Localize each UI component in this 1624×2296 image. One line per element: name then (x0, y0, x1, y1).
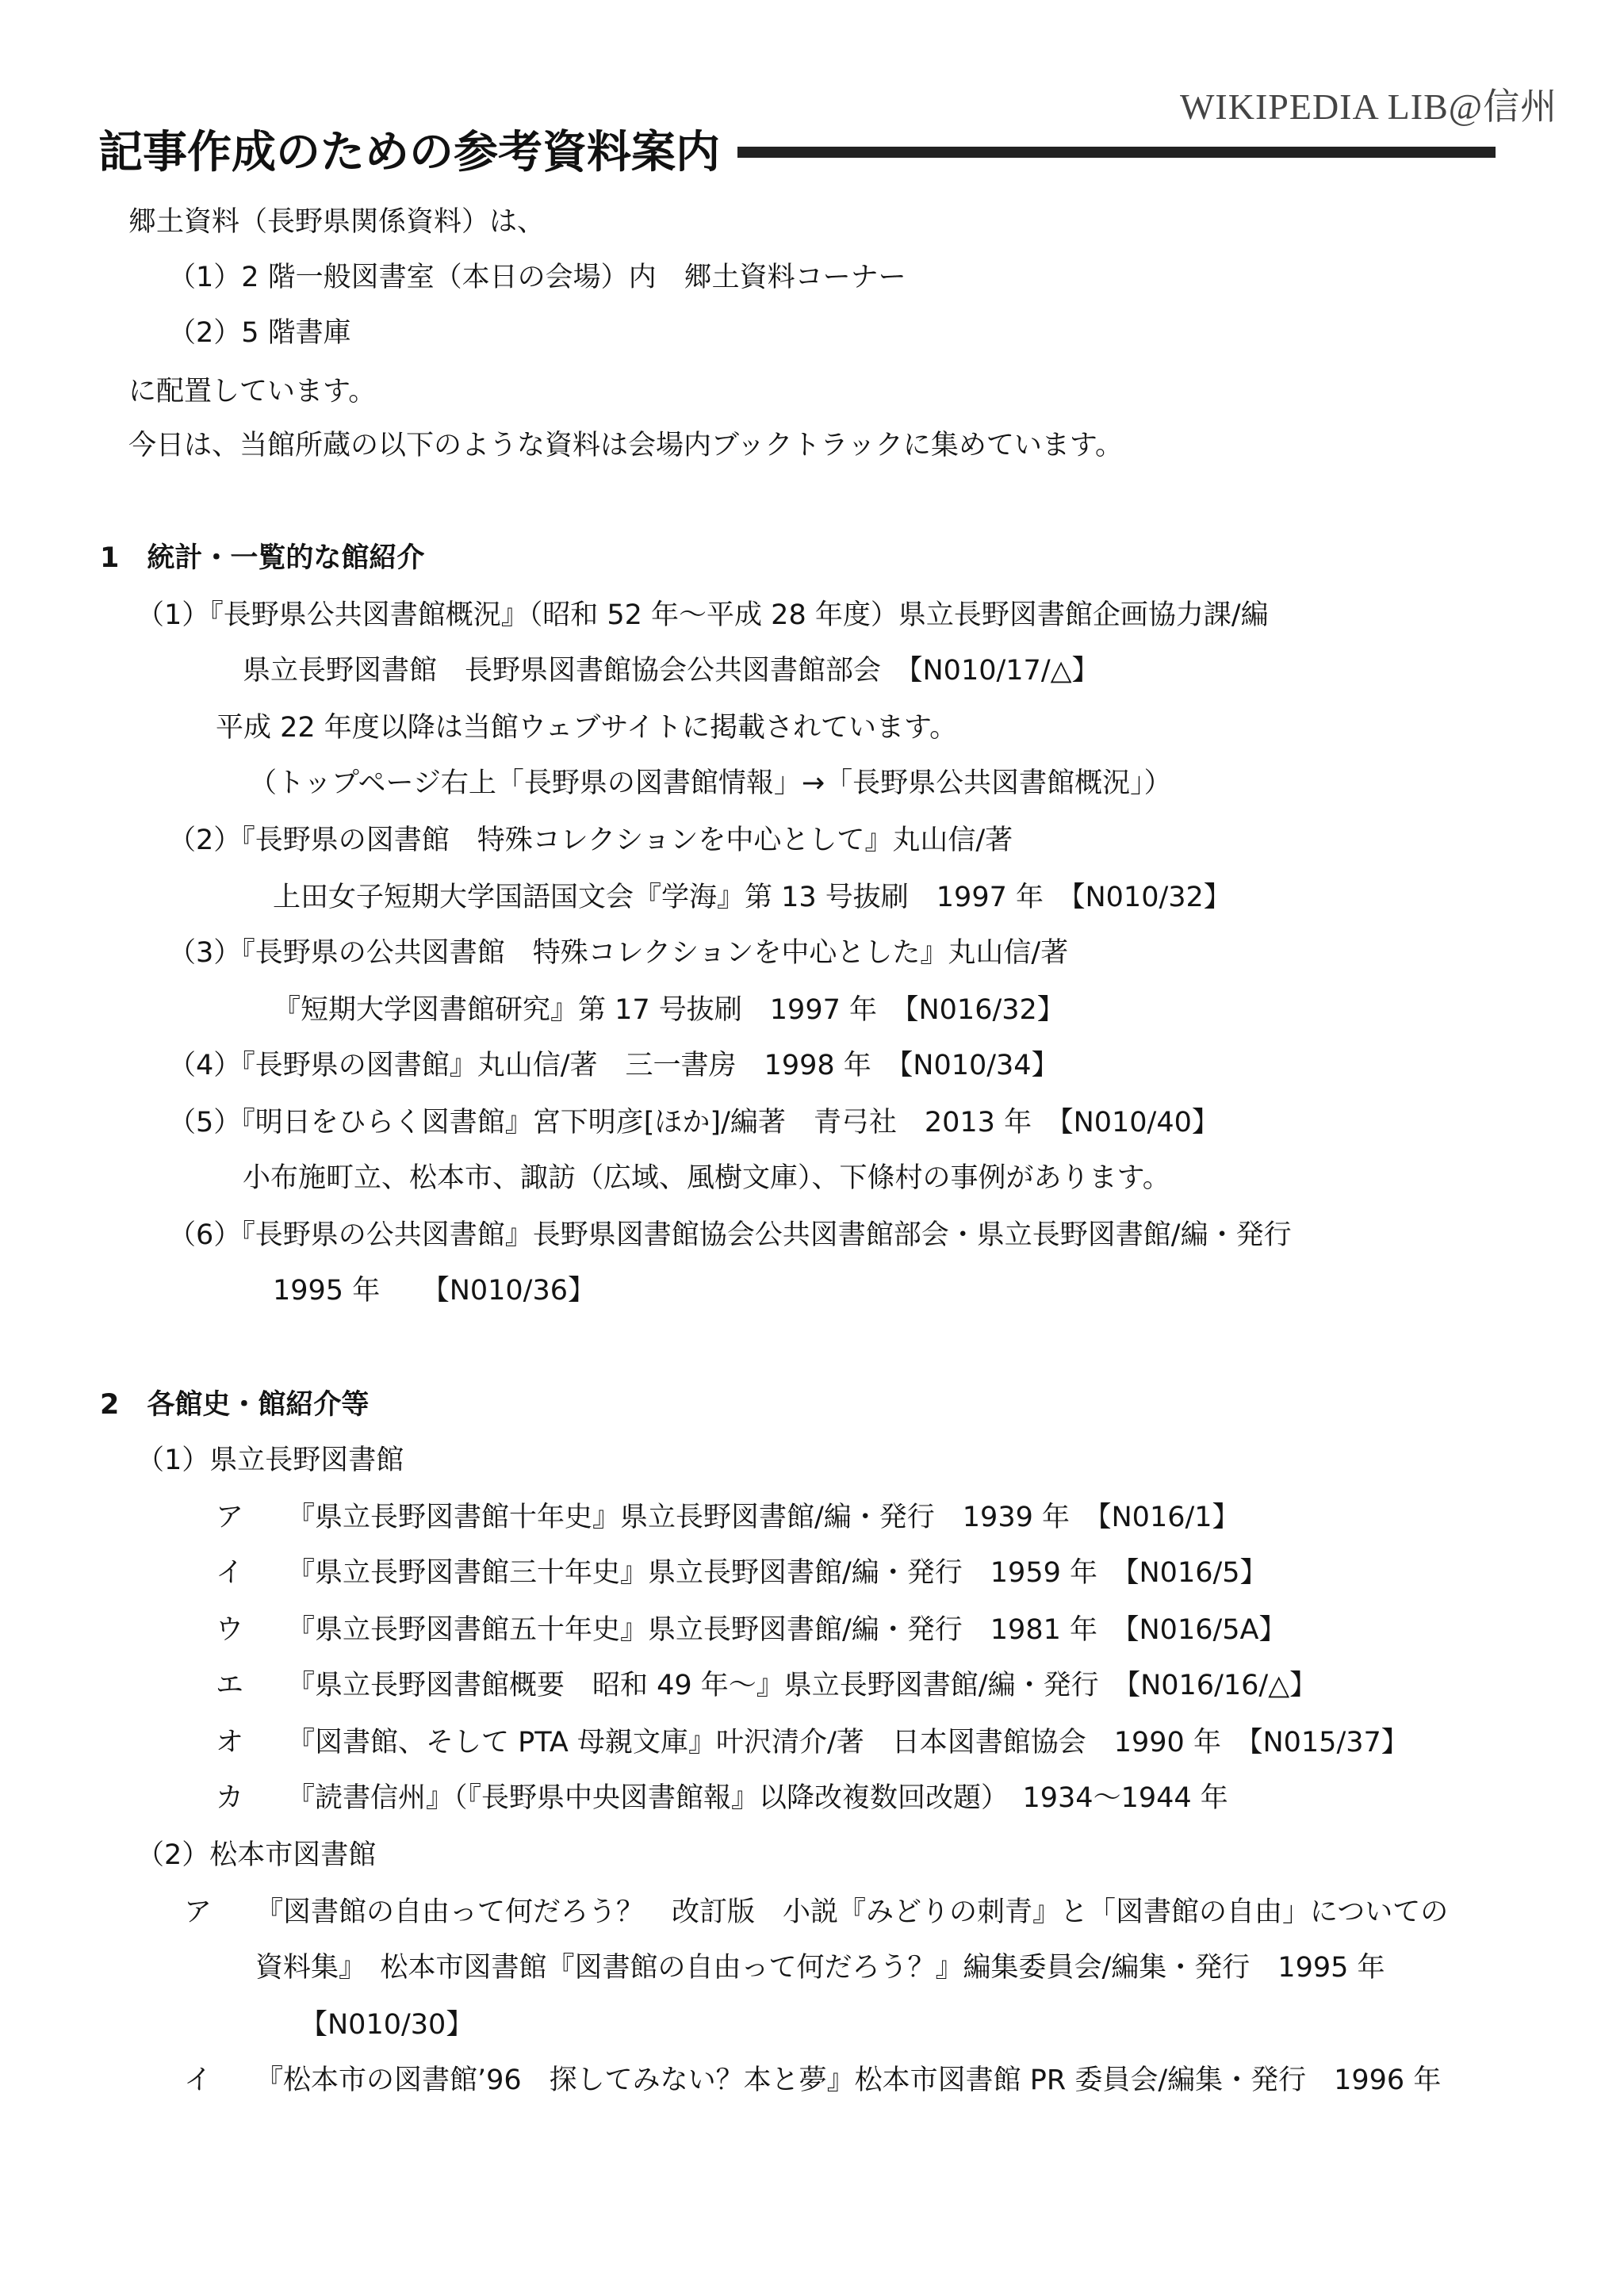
item-text: 『県立長野図書館十年史』県立長野図書館/編・発行 1939 年 【N016/1】 (287, 1502, 1240, 1533)
intro-note: 今日は、当館所蔵の以下のような資料は会場内ブックトラックに集めています。 (128, 430, 1124, 461)
title-row (98, 117, 1496, 181)
list-item (216, 1667, 1317, 1705)
intro-lead: 郷土資料（長野県関係資料）は、 (128, 206, 546, 238)
list-item (216, 1554, 1268, 1592)
item-marker: ア (216, 1502, 244, 1533)
item-text: 『松本市の図書館’96 探してみない？本と夢』松本市図書館 PR 委員会/編集・発行 1996 年 (255, 2064, 1442, 2096)
brand-logo: WIKIPEDIA LIB@信州 (1180, 86, 1558, 127)
item-text: 『図書館、そして PTA 母親文庫』叶沢清介/著 日本図書館協会 1990 年 【N015/37】 (287, 1727, 1409, 1758)
section-1-line: 『短期大学図書館研究』第 17 号抜刷 1997 年 【N016/32】 (273, 994, 1065, 1026)
item-text: 『読書信州』（『長野県中央図書館報』以降改複数回改題） 1934～1944 年 (287, 1782, 1228, 1814)
intro-location-2: （2）5 階書庫 (168, 317, 351, 349)
section-1-line: （1）『長野県公共図書館概況』（昭和 52 年～平成 28 年度）県立長野図書館企画協力課/編 (136, 599, 1269, 631)
section-1-line: 上田女子短期大学国語国文会『学海』第 13 号抜刷 1997 年 【N010/32】 (273, 882, 1231, 913)
section-1-line: 平成 22 年度以降は当館ウェブサイトに掲載されています。 (216, 712, 958, 744)
list-item-continuation (255, 1949, 1385, 1987)
item-marker: ア (184, 1896, 213, 1928)
item-marker: オ (216, 1727, 244, 1758)
item-marker: エ (216, 1670, 244, 1701)
section-1-line: 県立長野図書館 長野県図書館協会公共図書館部会 【N010/17/△】 (243, 655, 1100, 687)
section-1-line: （6）『長野県の公共図書館』長野県図書館協会公共図書館部会・県立長野図書館/編・発行 (168, 1219, 1292, 1251)
item-text: 『図書館の自由って何だろう？ 改訂版 小説『みどりの刺青』と「図書館の自由」についての (255, 1896, 1449, 1928)
item-marker: ウ (216, 1614, 244, 1646)
list-item (216, 1611, 1286, 1649)
section-2-sub-2: （2）松本市図書館 (136, 1839, 377, 1871)
intro-location-1: （1）2 階一般図書室（本日の会場）内 郷土資料コーナー (168, 262, 906, 293)
section-1-line: 1995 年 【N010/36】 (273, 1275, 596, 1307)
item-text: 『県立長野図書館概要 昭和 49 年～』県立長野図書館/編・発行 【N016/16/△】 (287, 1670, 1318, 1701)
item-marker: カ (216, 1782, 244, 1814)
section-1-line: （3）『長野県の公共図書館 特殊コレクションを中心とした』丸山信/著 (168, 937, 1069, 969)
item-text: 『県立長野図書館三十年史』県立長野図書館/編・発行 1959 年 【N016/5】 (287, 1557, 1268, 1589)
section-1-heading: 1 統計・一覧的な館紹介 (100, 542, 425, 574)
intro-tail: に配置しています。 (128, 376, 377, 408)
list-item (184, 2061, 1441, 2099)
page-title: 記事作成のための参考資料案内 (98, 127, 720, 178)
item-marker: イ (184, 2064, 213, 2096)
section-2-heading: 2 各館史・館紹介等 (100, 1389, 370, 1421)
list-item (216, 1779, 1228, 1817)
item-marker: イ (216, 1557, 244, 1589)
section-2-sub-1: （1）県立長野図書館 (136, 1445, 404, 1476)
list-item (184, 1893, 1448, 1931)
section-1-line: （トップページ右上「長野県の図書館情報」→「長野県公共図書館概況」） (249, 767, 1172, 799)
section-1-line: （5）『明日をひらく図書館』宮下明彦[ほか]/編著 青弓社 2013 年 【N010/40】 (168, 1107, 1220, 1138)
section-1-line: （4）『長野県の図書館』丸山信/著 三一書房 1998 年 【N010/34】 (168, 1050, 1059, 1081)
list-item (216, 1498, 1240, 1536)
item-text: 【N010/30】 (300, 2009, 474, 2041)
list-item-continuation (300, 2006, 473, 2044)
list-item (216, 1724, 1409, 1762)
item-text: 資料集』 松本市図書館『図書館の自由って何だろう？』編集委員会/編集・発行 1995 年 (255, 1952, 1385, 1984)
section-1-line: 小布施町立、松本市、諏訪（広域、風樹文庫）、下條村の事例があります。 (243, 1162, 1170, 1194)
title-rule (737, 147, 1496, 158)
section-1-line: （2）『長野県の図書館 特殊コレクションを中心として』丸山信/著 (168, 825, 1013, 856)
item-text: 『県立長野図書館五十年史』県立長野図書館/編・発行 1981 年 【N016/5A】 (287, 1614, 1287, 1646)
